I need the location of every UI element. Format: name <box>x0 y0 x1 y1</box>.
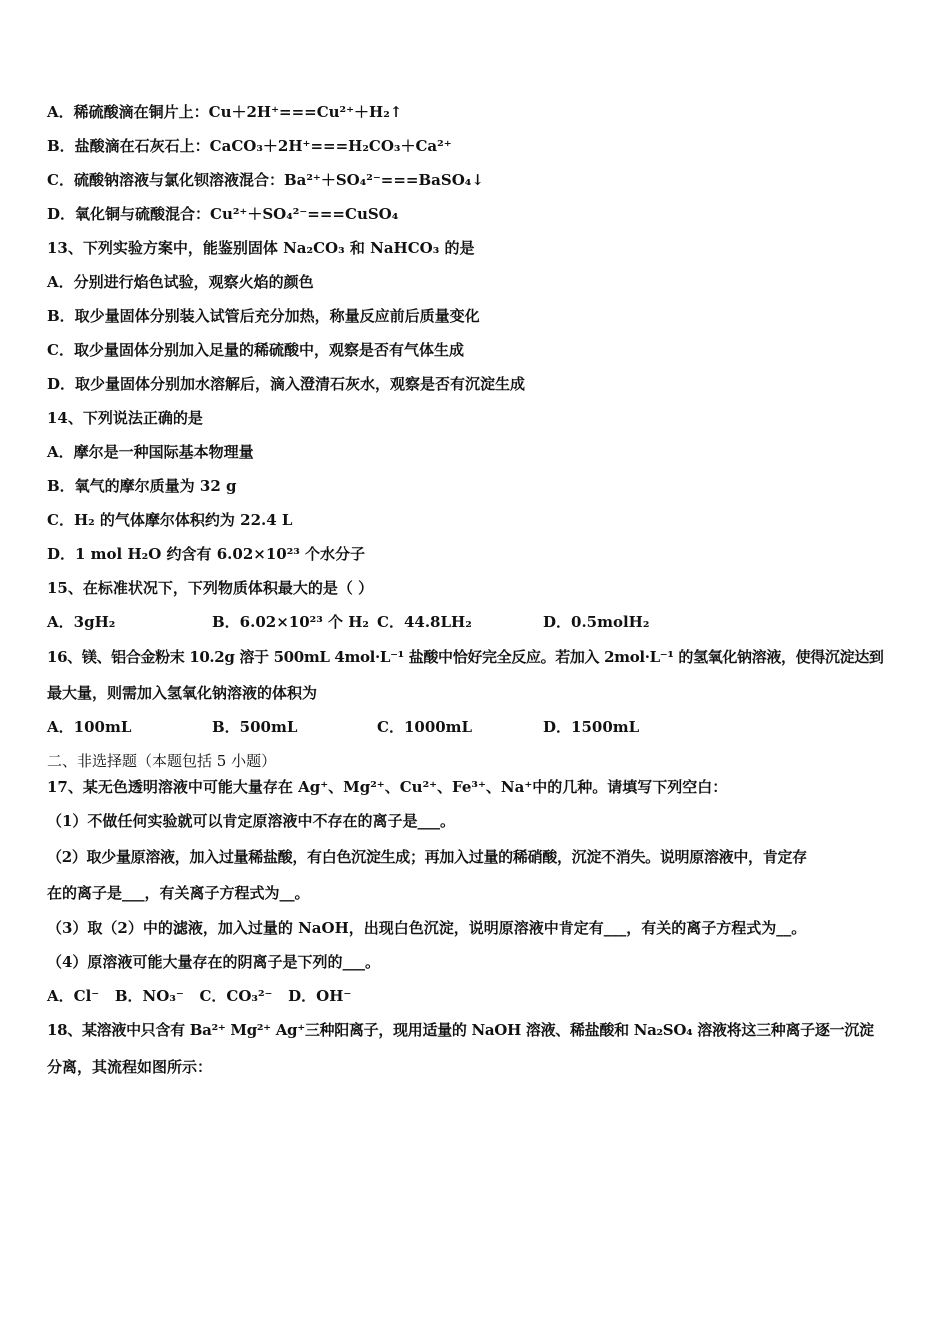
q17-part2-line1: （2）取少量原溶液，加入过量稀盐酸，有白色沉淀生成；再加入过量的稀硝酸，沉淀不消失。说明原溶液中，肯定存 <box>47 848 807 866</box>
q15-stem: 15、在标准状况下，下列物质体积最大的是（ ） <box>47 579 374 597</box>
q15-option-b: B．6.02×10²³ 个 H₂ <box>212 613 369 631</box>
q17-stem: 17、某无色透明溶液中可能大量存在 Ag⁺、Mg²⁺、Cu²⁺、Fe³⁺、Na⁺中的几种。请填写下列空白： <box>47 778 728 796</box>
q15-option-d: D．0.5molH₂ <box>543 613 650 631</box>
q17-options: A．Cl⁻ B．NO₃⁻ C．CO₃²⁻ D．OH⁻ <box>47 987 352 1005</box>
q18-stem-line1: 18、某溶液中只含有 Ba²⁺ Mg²⁺ Ag⁺三种阳离子，现用适量的 NaOH 溶液、稀盐酸和 Na₂SO₄ 溶液将这三种离子逐一沉淀 <box>47 1021 874 1039</box>
q16-option-c: C．1000mL <box>377 718 473 736</box>
q14-stem: 14、下列说法正确的是 <box>47 409 203 427</box>
q12-option-c: C．硫酸钠溶液与氯化钡溶液混合：Ba²⁺＋SO₄²⁻===BaSO₄↓ <box>47 171 484 189</box>
q16-option-a: A．100mL <box>47 718 132 736</box>
q17-part2-line2: 在的离子是___，有关离子方程式为__。 <box>47 884 310 902</box>
q17-part1: （1）不做任何实验就可以肯定原溶液中不存在的离子是___。 <box>47 812 455 830</box>
q15-option-a: A．3gH₂ <box>47 613 116 631</box>
q16-option-b: B．500mL <box>212 718 298 736</box>
q13-option-a: A．分别进行焰色试验，观察火焰的颜色 <box>47 273 314 291</box>
q12-option-d: D．氧化铜与硫酸混合：Cu²⁺＋SO₄²⁻===CuSO₄ <box>47 205 399 223</box>
q14-option-a: A．摩尔是一种国际基本物理量 <box>47 443 254 461</box>
q15-option-c: C．44.8LH₂ <box>377 613 472 631</box>
q14-option-d: D．1 mol H₂O 约含有 6.02×10²³ 个水分子 <box>47 545 366 563</box>
q17-part3: （3）取（2）中的滤液，加入过量的 NaOH，出现白色沉淀，说明原溶液中肯定有___，有关的离子方程式为__。 <box>47 919 807 937</box>
q13-option-c: C．取少量固体分别加入足量的稀硫酸中，观察是否有气体生成 <box>47 341 464 359</box>
q13-option-b: B．取少量固体分别装入试管后充分加热，称量反应前后质量变化 <box>47 307 480 325</box>
q13-stem: 13、下列实验方案中，能鉴别固体 Na₂CO₃ 和 NaHCO₃ 的是 <box>47 239 475 257</box>
q13-option-d: D．取少量固体分别加水溶解后，滴入澄清石灰水，观察是否有沉淀生成 <box>47 375 526 393</box>
q18-stem-line2: 分离，其流程如图所示： <box>47 1058 213 1076</box>
q12-option-a: A．稀硫酸滴在铜片上：Cu＋2H⁺===Cu²⁺＋H₂↑ <box>47 103 403 121</box>
section-heading: 二、非选择题（本题包括 5 小题） <box>47 752 277 770</box>
q14-option-b: B．氧气的摩尔质量为 32 g <box>47 477 237 495</box>
q17-part4: （4）原溶液可能大量存在的阴离子是下列的___。 <box>47 953 380 971</box>
q12-option-b: B．盐酸滴在石灰石上：CaCO₃＋2H⁺===H₂CO₃＋Ca²⁺ <box>47 137 452 155</box>
q16-stem-line2: 最大量，则需加入氢氧化钠溶液的体积为 <box>47 684 318 702</box>
q16-stem-line1: 16、镁、铝合金粉末 10.2g 溶于 500mL 4mol·L⁻¹ 盐酸中恰好完全反应。若加入 2mol·L⁻¹ 的氢氧化钠溶液，使得沉淀达到 <box>47 648 884 666</box>
q14-option-c: C．H₂ 的气体摩尔体积约为 22.4 L <box>47 511 293 529</box>
q16-option-d: D．1500mL <box>543 718 640 736</box>
